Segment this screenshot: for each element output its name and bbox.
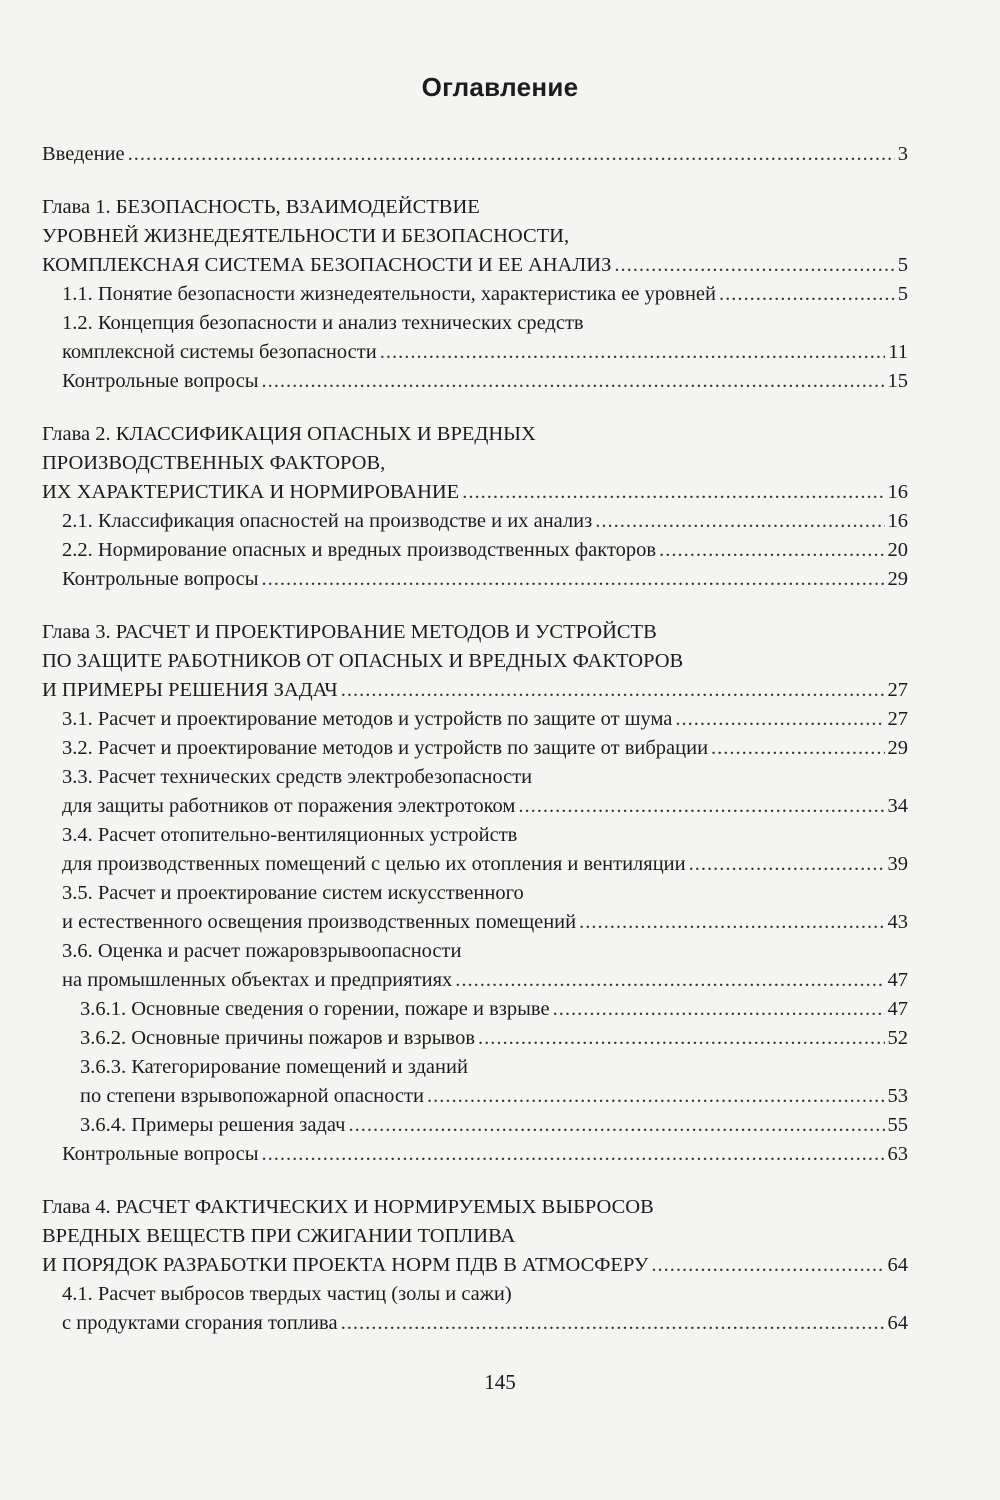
leader-dots <box>651 1251 884 1280</box>
toc-entry <box>42 908 908 937</box>
toc-entry <box>42 1082 908 1111</box>
entry-title: 2.2. Нормирование опасных и вредных производственных факторов <box>62 539 657 561</box>
toc-intro <box>42 140 908 169</box>
leader-dots <box>427 1082 885 1111</box>
entry-page: 39 <box>887 853 908 875</box>
leader-dots <box>262 1140 885 1169</box>
chapter-title-line: Глава 3. РАСЧЕТ И ПРОЕКТИРОВАНИЕ МЕТОДОВ И УСТРОЙСТВ <box>42 621 657 643</box>
entry-title-line: по степени взрывопожарной опасности <box>80 1085 424 1107</box>
entry-page: 64 <box>887 1312 908 1334</box>
entry-title-line: 4.1. Расчет выбросов твердых частиц (золы и сажи) <box>62 1283 512 1305</box>
entry-page: 47 <box>887 969 908 991</box>
page-number: 145 <box>484 1370 516 1394</box>
chapter-title-line: Глава 2. КЛАССИФИКАЦИЯ ОПАСНЫХ И ВРЕДНЫХ <box>42 423 536 445</box>
entry-title: 3.1. Расчет и проектирование методов и устройств по защите от шума <box>62 708 673 730</box>
toc-chapter-1 <box>42 193 908 396</box>
entry-page: 5 <box>897 283 908 305</box>
entry-page: 47 <box>887 998 908 1020</box>
leader-dots <box>341 1309 885 1338</box>
entry-title-line: с продуктами сгорания топлива <box>62 1312 338 1334</box>
toc-entry <box>42 1111 908 1140</box>
toc-entry <box>42 565 908 594</box>
leader-dots <box>659 536 884 565</box>
table-of-contents <box>42 140 908 1362</box>
entry-page: 27 <box>887 679 908 701</box>
entry-title-line: 3.4. Расчет отопительно-вентиляционных устройств <box>62 824 518 846</box>
entry-page: 63 <box>887 1143 908 1165</box>
leader-dots <box>675 705 884 734</box>
leader-dots <box>614 251 894 280</box>
toc-chapter-3 <box>42 618 908 1169</box>
leader-dots <box>553 995 885 1024</box>
toc-entry <box>42 507 908 536</box>
toc-entry <box>42 367 908 396</box>
leader-dots <box>518 792 884 821</box>
entry-title-line: для защиты работников от поражения электротоком <box>62 795 516 817</box>
chapter-title-line: ИХ ХАРАКТЕРИСТИКА И НОРМИРОВАНИЕ <box>42 481 460 503</box>
entry-page: 20 <box>887 539 908 561</box>
toc-entry <box>42 280 908 309</box>
toc-entry <box>42 1140 908 1169</box>
chapter-title-line: ПО ЗАЩИТЕ РАБОТНИКОВ ОТ ОПАСНЫХ И ВРЕДНЫХ ФАКТОРОВ <box>42 650 684 672</box>
entry-title-line: для производственных помещений с целью их отопления и вентиляции <box>62 853 686 875</box>
toc-chapter-2 <box>42 420 908 594</box>
entry-page: 53 <box>887 1085 908 1107</box>
toc-entry <box>42 966 908 995</box>
chapter-title-line: КОМПЛЕКСНАЯ СИСТЕМА БЕЗОПАСНОСТИ И ЕЕ АНАЛИЗ <box>42 254 612 276</box>
entry-title-line: 3.6. Оценка и расчет пожаровзрывоопасности <box>62 940 462 962</box>
leader-dots <box>689 850 885 879</box>
page-title: Оглавление <box>421 72 579 102</box>
leader-dots <box>579 908 884 937</box>
entry-title-line: на промышленных объектах и предприятиях <box>62 969 453 991</box>
toc-entry <box>42 478 908 507</box>
toc-entry <box>42 850 908 879</box>
chapter-title-line: ПРОИЗВОДСТВЕННЫХ ФАКТОРОВ, <box>42 452 386 474</box>
entry-title-line: 3.6.3. Категорирование помещений и зданий <box>80 1056 468 1078</box>
leader-dots <box>341 676 885 705</box>
toc-entry <box>42 140 908 169</box>
entry-page: 55 <box>887 1114 908 1136</box>
leader-dots <box>262 367 885 396</box>
leader-dots <box>711 734 884 763</box>
chapter-title-line: Глава 4. РАСЧЕТ ФАКТИЧЕСКИХ И НОРМИРУЕМЫХ ВЫБРОСОВ <box>42 1196 654 1218</box>
chapter-title-line: ВРЕДНЫХ ВЕЩЕСТВ ПРИ СЖИГАНИИ ТОПЛИВА <box>42 1225 516 1247</box>
toc-entry <box>42 734 908 763</box>
toc-entry <box>42 792 908 821</box>
leader-dots <box>595 507 884 536</box>
chapter-title-line: И ПРИМЕРЫ РЕШЕНИЯ ЗАДАЧ <box>42 679 338 701</box>
toc-chapter-4 <box>42 1193 908 1338</box>
entry-title: 3.6.2. Основные причины пожаров и взрывов <box>80 1027 476 1049</box>
entry-title: 1.1. Понятие безопасности жизнедеятельности, характеристика ее уровней <box>62 283 716 305</box>
leader-dots <box>128 140 895 169</box>
entry-title: 3.6.4. Примеры решения задач <box>80 1114 346 1136</box>
chapter-title-line: И ПОРЯДОК РАЗРАБОТКИ ПРОЕКТА НОРМ ПДВ В АТМОСФЕРУ <box>42 1254 649 1276</box>
leader-dots <box>455 966 884 995</box>
entry-title-line: и естественного освещения производственных помещений <box>62 911 577 933</box>
toc-entry <box>42 338 908 367</box>
entry-title: Введение <box>42 143 125 165</box>
entry-page: 15 <box>887 370 908 392</box>
leader-dots <box>719 280 895 309</box>
entry-page: 29 <box>887 737 908 759</box>
toc-entry <box>42 676 908 705</box>
toc-entry <box>42 705 908 734</box>
entry-page: 52 <box>887 1027 908 1049</box>
entry-title: 3.6.1. Основные сведения о горении, пожаре и взрыве <box>80 998 550 1020</box>
leader-dots <box>478 1024 884 1053</box>
leader-dots <box>348 1111 884 1140</box>
toc-entry <box>42 1251 908 1280</box>
toc-entry <box>42 1309 908 1338</box>
toc-entry <box>42 995 908 1024</box>
entry-page: 3 <box>897 143 908 165</box>
toc-entry <box>42 1024 908 1053</box>
entry-title-line: комплексной системы безопасности <box>62 341 377 363</box>
entry-title: Контрольные вопросы <box>62 1143 259 1165</box>
entry-title: 3.2. Расчет и проектирование методов и устройств по защите от вибрации <box>62 737 709 759</box>
entry-page: 5 <box>897 254 908 276</box>
chapter-title-line: Глава 1. БЕЗОПАСНОСТЬ, ВЗАИМОДЕЙСТВИЕ <box>42 196 480 218</box>
entry-title: Контрольные вопросы <box>62 370 259 392</box>
leader-dots <box>262 565 885 594</box>
leader-dots <box>380 338 886 367</box>
chapter-title-line: УРОВНЕЙ ЖИЗНЕДЕЯТЕЛЬНОСТИ И БЕЗОПАСНОСТИ, <box>42 225 570 247</box>
entry-title-line: 3.3. Расчет технических средств электробезопасности <box>62 766 533 788</box>
entry-page: 34 <box>887 795 908 817</box>
entry-title: Контрольные вопросы <box>62 568 259 590</box>
entry-page: 16 <box>887 481 908 503</box>
leader-dots <box>462 478 884 507</box>
entry-title: 2.1. Классификация опасностей на производстве и их анализ <box>62 510 593 532</box>
entry-title-line: 3.5. Расчет и проектирование систем искусственного <box>62 882 524 904</box>
entry-page: 43 <box>887 911 908 933</box>
entry-page: 11 <box>888 341 908 363</box>
toc-entry <box>42 251 908 280</box>
entry-page: 27 <box>887 708 908 730</box>
entry-page: 64 <box>887 1254 908 1276</box>
toc-entry <box>42 536 908 565</box>
entry-title-line: 1.2. Концепция безопасности и анализ технических средств <box>62 312 584 334</box>
entry-page: 29 <box>887 568 908 590</box>
entry-page: 16 <box>887 510 908 532</box>
